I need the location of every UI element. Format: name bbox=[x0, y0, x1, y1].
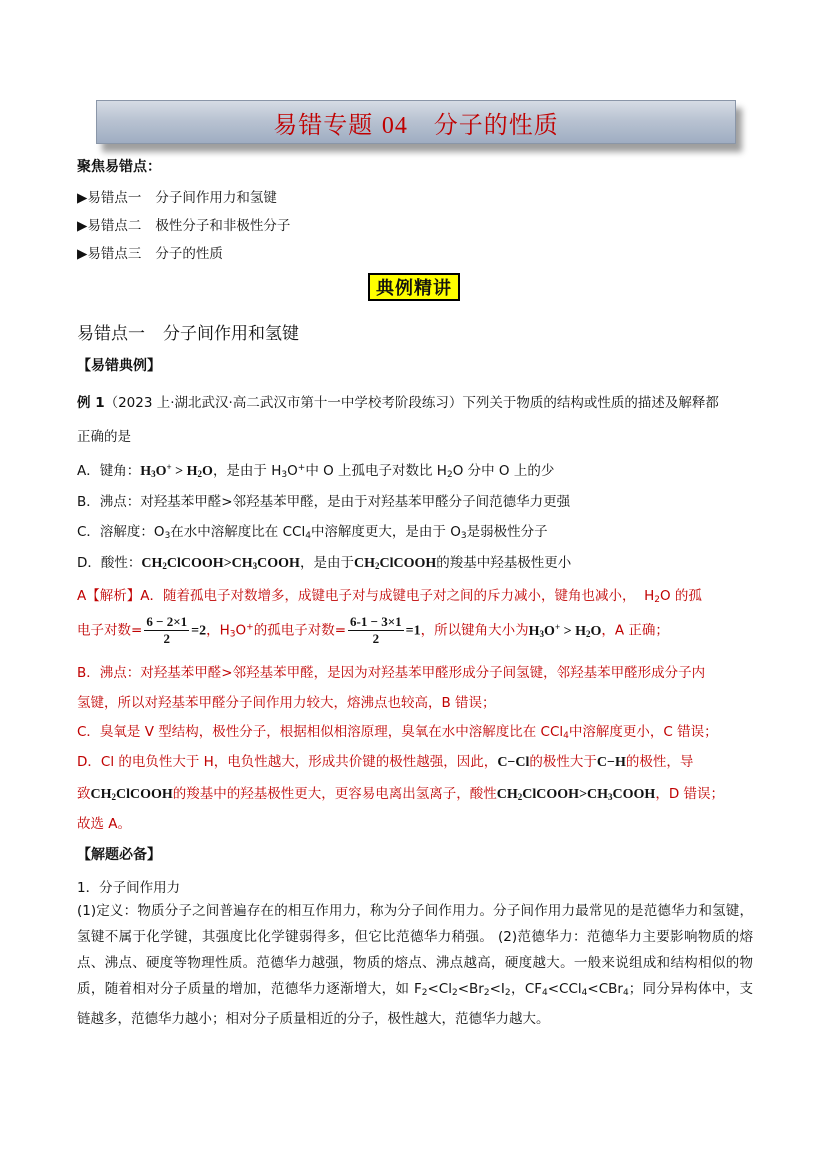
formula-acid-compare: $CH_2ClCOOH>CH_3COOH$ bbox=[141, 556, 300, 571]
focus-item-text: 极性分子和非极性分子 bbox=[155, 218, 291, 234]
analysis-line-8: 故选 A。 bbox=[77, 816, 132, 832]
option-a: A．键角：$H_3O^+ > H_2O$，是由于 $H_3O^+$中 O 上孤电子对数比 $H_2O$ 分中 O 上的少 bbox=[77, 462, 555, 480]
formula-ch2clcooh-2: $CH_2ClCOOH$ bbox=[90, 787, 173, 802]
question-line-1 bbox=[77, 391, 719, 411]
analysis-line-2: 电子对数= $\frac{6 - 2\times 1}{2}$ =2，$H_3O^+$的孤电子对数= $\frac{6-1 - 3\times 1}{2}$ =1，所以键角大小为$H_3O^+ > H_2O$，A 正确； bbox=[77, 614, 669, 646]
formula-h3o-h2o: $H_3O^+ > H_2O$ bbox=[140, 462, 213, 479]
question-line-2: 正确的是 bbox=[77, 429, 131, 445]
focus-item-text: 分子的性质 bbox=[155, 246, 223, 262]
page-title bbox=[273, 105, 559, 140]
focus-item-text: 分子间作用力和氢键 bbox=[155, 190, 277, 206]
analysis-line-6: D．Cl 的电负性大于 H，电负性越大，形成共价键的极性越强，因此，C−Cl的极性大于C−H的极性，导 bbox=[77, 754, 694, 770]
error-point-text: 分子间作用和氢键 bbox=[163, 324, 299, 344]
focus-item-label: ▶易错点二 bbox=[77, 218, 142, 234]
tag-example: 【易错典例】 bbox=[77, 358, 161, 374]
formula-h3o-h2o-2: $H_3O^+ > H_2O$ bbox=[528, 621, 602, 639]
example-lead: 例 1 bbox=[77, 395, 105, 411]
analysis-line-3: B．沸点：对羟基苯甲醛>邻羟基苯甲醛，是因为对羟基苯甲醛形成分子间氢键，邻羟基苯甲醛形成分子内 bbox=[77, 665, 706, 681]
option-c: C．溶解度：$O_3$在水中溶解度比在 CCl$_4$中溶解度更大，是由于 $O_3$是弱极性分子 bbox=[77, 524, 548, 541]
title-pre: 易错专题 bbox=[273, 110, 374, 139]
focus-title: 聚焦易错点： bbox=[77, 159, 161, 175]
title-number: 04 bbox=[381, 112, 408, 139]
formula-ch2clcooh: $CH_2ClCOOH$ bbox=[353, 556, 437, 571]
title-banner-bg bbox=[96, 100, 736, 144]
must-paragraph-1: (1)定义：物质分子之间普遍存在的相互作用力，称为分子间作用力。分子间作用力最常见的是范德华力和氢键，氢键不属于化学键，其强度比化学键弱得多，但它比范德华力稍强。 (2)范德华力：范德华力主要影响物质的熔点、沸点、硬度等物理性质。范德华力越强，物质的熔点、沸点越高，硬度越大。一般来说组成和结构相似的物质，随着相对分子质量的增加，范德华力逐渐增大，如 $F_2<Cl_2<Br_2<I_2$，$CF_4<CCl_4<CBr_4$；同分异构体中，支链越多，范德华力越小；相对分子质量相近的分子，极性越大，范德华力越大。 bbox=[77, 903, 753, 1027]
section-heading-box: 典例精讲 bbox=[368, 273, 460, 301]
focus-item bbox=[77, 242, 223, 262]
title-post: 分子的性质 bbox=[433, 110, 559, 139]
option-b: B．沸点：对羟基苯甲醛>邻羟基苯甲醛，是由于对羟基苯甲醛分子间范德华力更强 bbox=[77, 494, 571, 510]
must-heading-1: 1．分子间作用力 bbox=[77, 880, 181, 896]
error-point-heading bbox=[77, 319, 299, 344]
analysis-line-1: A【解析】A．随着孤电子对数增多，成键电子对与成键电子对之间的斥力减小，键角也减小， $H_2O$ 的孤 bbox=[77, 588, 702, 605]
formula-c-cl: C−Cl bbox=[497, 755, 530, 770]
formula-acid-compare-2: $CH_2ClCOOH>CH_3COOH$ bbox=[496, 787, 656, 802]
focus-item bbox=[77, 214, 290, 234]
tag-must-know: 【解题必备】 bbox=[77, 847, 161, 863]
focus-item-label: ▶易错点三 bbox=[77, 246, 142, 262]
error-point-label: 易错点一 bbox=[77, 324, 145, 344]
formula-c-h: C−H bbox=[596, 755, 626, 770]
focus-item bbox=[77, 186, 277, 206]
analysis-line-7: 致$CH_2ClCOOH$的羧基中的羟基极性更大，更容易电离出氢离子，酸性$CH_2ClCOOH>CH_3COOH$，D 错误； bbox=[77, 786, 725, 802]
question-text: （2023 上·湖北武汉·高二武汉市第十一中学校考阶段练习）下列关于物质的结构或性质的描述及解释都 bbox=[104, 395, 719, 411]
analysis-line-4: 氢键，所以对羟基苯甲醛分子间作用力较大，熔沸点也较高，B 错误； bbox=[77, 695, 496, 711]
title-banner bbox=[96, 100, 736, 144]
fraction-h3o: $\frac{6-1 - 3\times 1}{2}$ bbox=[350, 614, 402, 646]
analysis-line-5: C．臭氧是 V 型结构，极性分子，根据相似相溶原理，臭氧在水中溶解度比在 CCl$_4$中溶解度更小，C 错误； bbox=[77, 724, 718, 741]
option-d: D．酸性：$CH_2ClCOOH>CH_3COOH$，是由于$CH_2ClCOOH$的羧基中羟基极性更小 bbox=[77, 555, 572, 571]
focus-item-label: ▶易错点一 bbox=[77, 190, 142, 206]
fraction-h2o: $\frac{6 - 2\times 1}{2}$ bbox=[146, 614, 188, 646]
